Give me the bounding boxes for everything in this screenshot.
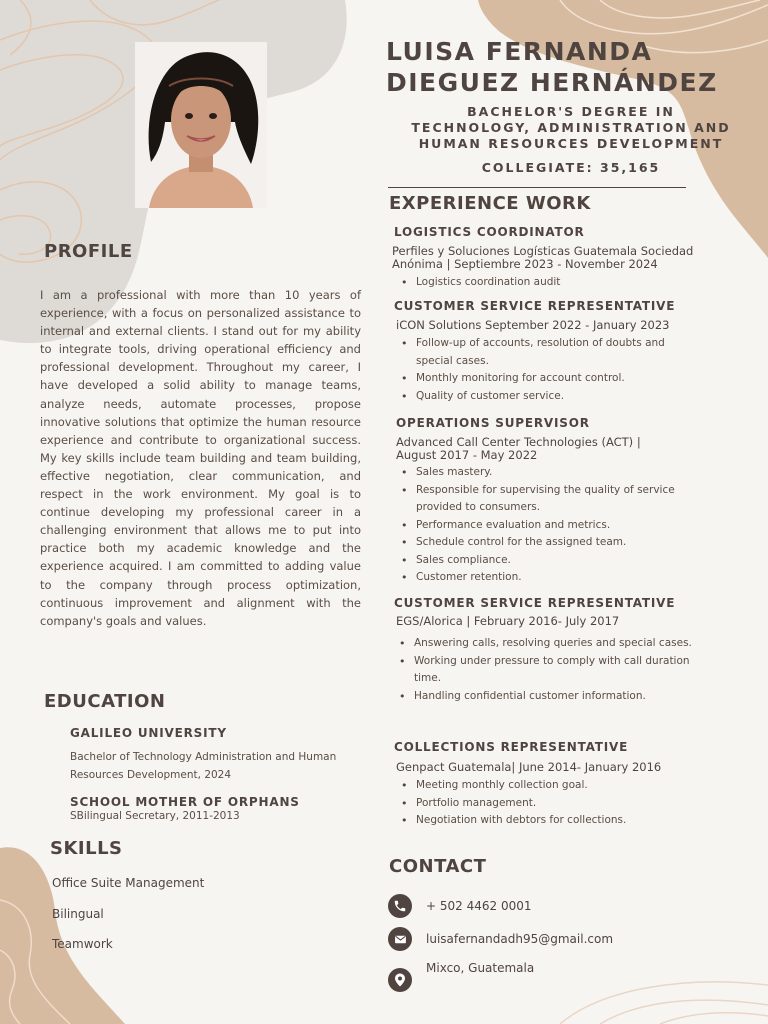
job-bullets — [392, 635, 692, 705]
job-title: LOGISTICS COORDINATOR — [394, 225, 585, 239]
job-bullet-continuation: special cases. — [416, 354, 489, 367]
job-bullet: • Working under pressure to comply with call duration — [392, 653, 692, 671]
header-divider — [388, 187, 686, 188]
job-company-line-1: Perfiles y Soluciones Logísticas Guatemala Sociedad — [392, 244, 694, 258]
job-bullet: • Handling confidential customer information. — [392, 688, 692, 706]
degree-line-3: HUMAN RESOURCES DEVELOPMENT — [418, 136, 724, 151]
job-company-line-2: Anónima | Septiembre 2023 - November 2024 — [392, 257, 658, 271]
job-bullet-continuation: provided to consumers. — [416, 501, 541, 513]
job-bullet: • Customer retention. — [394, 569, 675, 587]
contact-email-row — [388, 927, 758, 951]
portrait-image — [135, 42, 267, 208]
job-title: CUSTOMER SERVICE REPRESENTATIVE — [394, 299, 676, 313]
job-bullet: • Negotiation with debtors for collections. — [394, 812, 626, 830]
job-bullet: • Portfolio management. — [394, 795, 626, 813]
skill-item: Bilingual — [52, 907, 104, 921]
profile-photo — [135, 42, 267, 208]
job-bullet: • Performance evaluation and metrics. — [394, 517, 675, 535]
job-bullets — [394, 335, 665, 405]
job-title: OPERATIONS SUPERVISOR — [396, 416, 590, 430]
full-name — [386, 36, 756, 98]
job-bullet: • Monthly monitoring for account control. — [394, 370, 665, 388]
education-school-2: SCHOOL MOTHER OF ORPHANS — [70, 795, 300, 809]
job-bullets — [394, 274, 560, 292]
job-company — [392, 245, 693, 271]
job-bullet: • Answering calls, resolving queries and special cases. — [392, 635, 692, 653]
job-bullet: • Follow-up of accounts, resolution of doubts and — [394, 335, 665, 353]
job-company: iCON Solutions September 2022 - January 2023 — [396, 318, 670, 332]
job-company-line-1: Advanced Call Center Technologies (ACT) | — [396, 435, 641, 449]
tan-blob-bottom-left — [0, 847, 125, 1024]
name-line-2: DIEGUEZ HERNÁNDEZ — [386, 68, 718, 97]
education-school-1: GALILEO UNIVERSITY — [70, 726, 227, 740]
contact-email[interactable]: luisafernandadh95@gmail.com — [426, 932, 614, 946]
degree-line-1: BACHELOR'S DEGREE IN — [467, 104, 675, 119]
contact-phone-row — [388, 894, 758, 918]
education-detail-1-line-2: Resources Development, 2024 — [70, 768, 232, 781]
job-company: Genpact Guatemala| June 2014- January 2016 — [396, 760, 662, 774]
job-company: EGS/Alorica | February 2016- July 2017 — [396, 614, 620, 628]
job-bullet: • Logistics coordination audit — [394, 274, 560, 292]
education-heading: EDUCATION — [44, 691, 166, 712]
experience-heading: EXPERIENCE WORK — [389, 193, 591, 214]
profile-heading: PROFILE — [44, 241, 133, 262]
phone-icon — [388, 894, 412, 918]
contact-location-row — [388, 961, 758, 990]
name-line-1: LUISA FERNANDA — [386, 37, 653, 66]
education-detail-1-line-1: Bachelor of Technology Administration and Human — [70, 751, 337, 763]
job-bullet: • Schedule control for the assigned team. — [394, 534, 675, 552]
job-title: CUSTOMER SERVICE REPRESENTATIVE — [394, 596, 676, 610]
map-pin-icon — [388, 968, 412, 992]
job-bullet-continuation: time. — [414, 672, 442, 684]
contact-location: Mixco, Guatemala — [426, 961, 535, 975]
job-bullets — [394, 464, 675, 587]
education-detail-1 — [70, 749, 336, 784]
job-bullet: • Responsible for supervising the quality of service — [394, 482, 675, 500]
envelope-icon — [388, 927, 412, 951]
job-bullets — [394, 777, 626, 830]
degree-line-2: TECHNOLOGY, ADMINISTRATION AND — [411, 120, 731, 135]
job-bullet: • Sales mastery. — [394, 464, 675, 482]
profile-text: I am a professional with more than 10 years of experience, with a focus on personalized assistance to internal and external clients. I stand out for my ability to integrate tools, driving operational efficiency and professional development. Throughout my career, I have developed a solid ability to manage teams, analyze needs, automate processes, propose innovative solutions that optimize the human resource experience and contribute to organizational success. My key skills include team building and team building, effective negotiation, clear communication, and respect in the work environment. My goal is to continue developing my professional career in a challenging environment that allows me to put into practice both my academic knowledge and the experience acquired. I am committed to adding value to the company through process optimization, continuous improvement and alignment with the company's goals and values. — [40, 288, 361, 628]
job-title: COLLECTIONS REPRESENTATIVE — [394, 740, 629, 754]
contact-phone[interactable]: + 502 4462 0001 — [426, 899, 532, 913]
skills-heading: SKILLS — [50, 838, 123, 859]
degree-title — [386, 104, 756, 152]
collegiate-number: COLLEGIATE: 35,165 — [481, 160, 661, 175]
job-company-line-2: August 2017 - May 2022 — [396, 448, 538, 462]
job-company — [396, 436, 641, 462]
job-bullet: • Sales compliance. — [394, 552, 675, 570]
education-detail-2: SBilingual Secretary, 2011-2013 — [70, 810, 240, 822]
skill-item: Office Suite Management — [52, 876, 205, 890]
job-bullet: • Meeting monthly collection goal. — [394, 777, 626, 795]
contact-heading: CONTACT — [389, 856, 487, 877]
skill-item: Teamwork — [52, 937, 113, 951]
job-bullet: • Quality of customer service. — [394, 388, 665, 406]
